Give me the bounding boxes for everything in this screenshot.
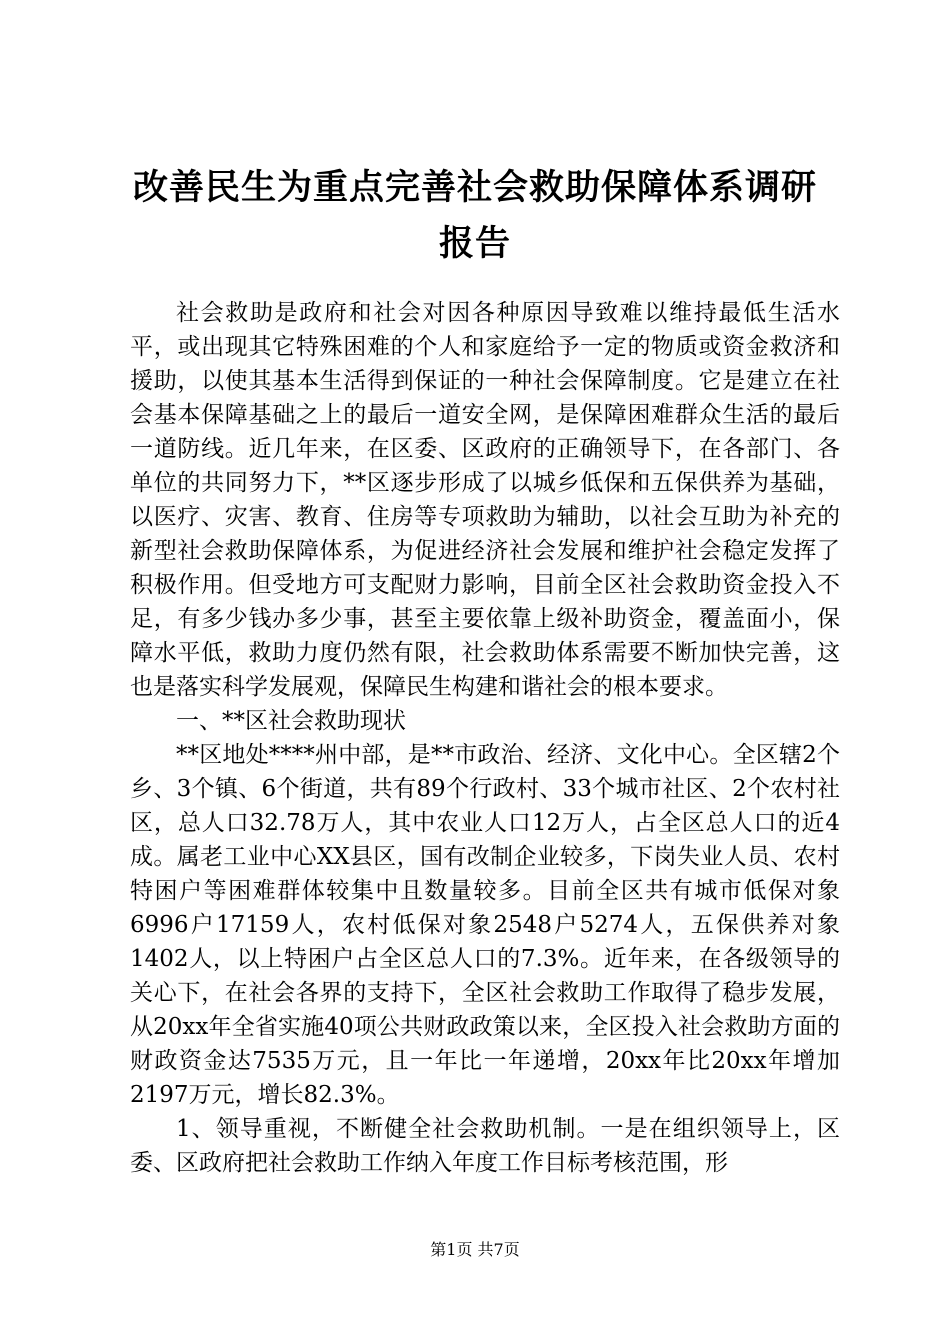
paragraph-intro: 社会救助是政府和社会对因各种原因导致难以维持最低生活水平，或出现其它特殊困难的个人和家庭给予一定的物质或资金救济和援助，以使其基本生活得到保证的一种社会保障制度。它是建立在社会基本保障基础之上的最后一道安全网，是保障困难群众生活的最后一道防线。近几年来，在区委、区政府的正确领导下，在各部门、各单位的共同努力下，**区逐步形成了以城乡低保和五保供养为基础，以医疗、灾害、教育、住房等专项救助为辅助，以社会互助为补充的新型社会救助保障体系，为促进经济社会发展和维护社会稳定发挥了积极作用。但受地方可支配财力影响，目前全区社会救助资金投入不足，有多少钱办多少事，甚至主要依靠上级补助资金，覆盖面小，保障水平低，救助力度仍然有限，社会救助体系需要不断加快完善，这也是落实科学发展观，保障民生构建和谐社会的根本要求。 [130,300,840,700]
paragraph-point-1: 1、领导重视，不断健全社会救助机制。一是在组织领导上，区委、区政府把社会救助工作纳入年度工作目标考核范围，形 [130,1116,840,1176]
paragraph-status: **区地处****州中部，是**市政治、经济、文化中心。全区辖2个乡、3个镇、6个街道，共有89个行政村、33个城市社区、2个农村社区，总人口32.78万人，其中农业人口12万人，占全区总人口的近4成。属老工业中心XX县区，国有改制企业较多，下岗失业人员、农村特困户等困难群体较集中且数量较多。目前全区共有城市低保对象6996户17159人，农村低保对象2548户5274人，五保供养对象1402人，以上特困户占全区总人口的7.3%。近年来，在各级领导的关心下，在社会各界的支持下，全区社会救助工作取得了稳步发展，从20xx年全省实施40项公共财政政策以来，全区投入社会救助方面的财政资金达7535万元，且一年比一年递增，20xx年比20xx年增加2197万元，增长82.3%。 [130,742,840,1108]
document-body [130,296,840,1180]
document-title: 改善民生为重点完善社会救助保障体系调研报告 [132,167,817,264]
page-footer: 第1页 共7页 [430,1240,520,1259]
section-heading: 一、**区社会救助现状 [176,708,406,734]
